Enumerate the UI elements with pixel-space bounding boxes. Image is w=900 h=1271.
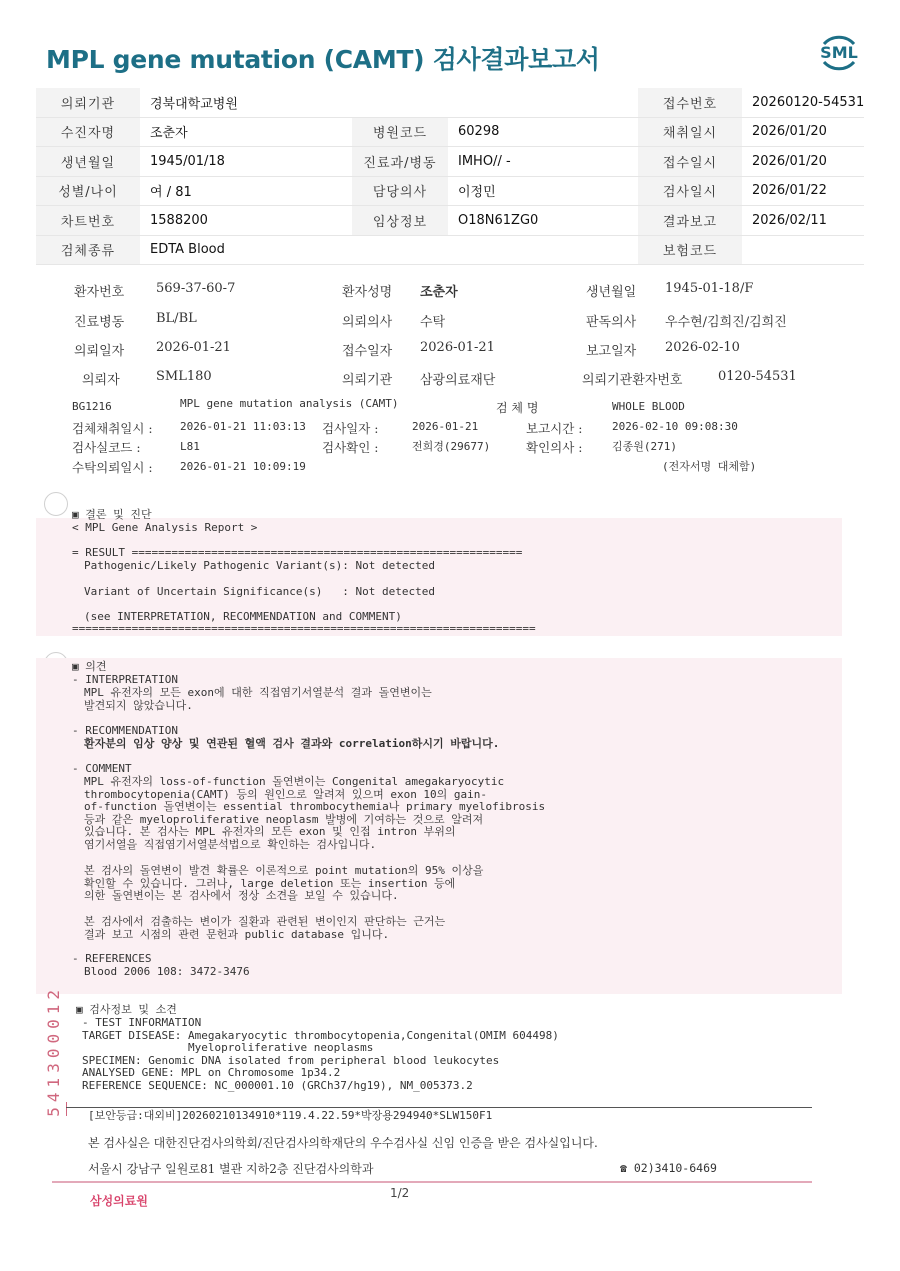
side-tick <box>66 1102 67 1116</box>
recommendation-title: - RECOMMENDATION <box>72 724 178 737</box>
info-value: O18N61ZG0 <box>448 206 638 236</box>
doctor-label: 확인의사 : <box>526 440 583 455</box>
info-value: 2026/01/20 <box>742 147 864 177</box>
info-label: 의뢰기관 <box>36 88 140 117</box>
request-label: 수탁의뢰일시 : <box>72 460 153 475</box>
info-label: 생년월일 <box>36 147 140 177</box>
test-code: BG1216 <box>72 400 112 413</box>
conclusion-heading: ▣ 결론 및 진단 <box>72 508 152 521</box>
info-label: 임상정보 <box>352 206 448 236</box>
info-value: 20260120-54531 <box>742 88 864 117</box>
specimen-value: WHOLE BLOOD <box>612 400 685 413</box>
doctor-value: 김종원(271) <box>612 440 677 453</box>
info-value: 1945/01/18 <box>140 147 352 177</box>
info-empty <box>352 88 448 117</box>
pathogenic-result: Pathogenic/Likely Pathogenic Variant(s): Not detected <box>84 559 435 572</box>
info-value: 60298 <box>448 117 638 147</box>
vus-result: Variant of Uncertain Significance(s) : Not detected <box>84 585 435 598</box>
patient-value: 2026-02-10 <box>665 340 740 355</box>
comment-title: - COMMENT <box>72 762 132 775</box>
info-value: 1588200 <box>140 206 352 236</box>
info-row <box>36 235 864 265</box>
info-row <box>36 117 864 147</box>
report-info-table <box>36 88 864 265</box>
testinfo-block: - TEST INFORMATION TARGET DISEASE: Amegakaryocytic thrombocytopenia,Congenital(OMIM 604498) Myeloproliferative neoplasms SPECIMEN: Genomic DNA isolated from peripheral blood leukocytes ANALYSED GENE: MPL on Chromosome 1p34.2 REFERENCE SEQUENCE: NC_000001.10 (GRCh37/hg19), NM_005373.2 <box>82 1016 559 1092</box>
info-label: 차트번호 <box>36 206 140 236</box>
info-label: 채취일시 <box>638 117 742 147</box>
footer-red-line <box>52 1181 812 1183</box>
collect-label: 검체채취일시 : <box>72 421 153 436</box>
patient-value: 조춘자 <box>420 285 458 300</box>
info-value <box>742 235 864 265</box>
request-value: 2026-01-21 10:09:19 <box>180 460 306 473</box>
patient-value: 수탁 <box>420 315 446 330</box>
test-name: MPL gene mutation analysis (CAMT) <box>180 397 399 410</box>
comment-text: MPL 유전자의 loss-of-function 돌연변이는 Congenital amegakaryocytic thrombocytopenia(CAMT) 등의 원인으로 알려져 있으며 exon 10의 gain- of-function 돌연변이는 essential thrombocythemia나 primary myelofibrosis 등과 같은 myeloproliferative neoplasm 발병에 기여하는 것으로 알려져 있습니다. 본 검사는 MPL 유전자의 모든 exon 및 인접 intron 부위의 염기서열을 직접염기서열분석법으로 확인하는 검사입니다. <box>84 775 546 851</box>
patient-label: 접수일자 <box>342 344 393 359</box>
opinion-heading: ▣ 의견 <box>72 660 107 673</box>
info-label: 담당의사 <box>352 176 448 206</box>
patient-value: 삼광의료재단 <box>420 373 496 388</box>
patient-value: 우수현/김희진/김희진 <box>665 315 787 330</box>
reporttime-value: 2026-02-10 09:08:30 <box>612 420 738 433</box>
reporttime-label: 보고시간 : <box>526 421 583 436</box>
info-row <box>36 88 864 117</box>
info-label: 접수일시 <box>638 147 742 177</box>
interpretation-text: MPL 유전자의 모든 exon에 대한 직접염기서열분석 결과 돌연변이는 발견되지 않았습니다. <box>84 686 432 712</box>
info-label: 성별/나이 <box>36 176 140 206</box>
info-value: 2026/01/22 <box>742 176 864 206</box>
info-label: 결과보고 <box>638 206 742 236</box>
footer-divider <box>66 1107 812 1108</box>
phone-number: ☎ 02)3410-6469 <box>620 1161 717 1175</box>
patient-label: 판독의사 <box>586 315 637 330</box>
info-value: IMHO// - <box>448 147 638 177</box>
patient-value: 1945-01-18/F <box>665 281 754 296</box>
info-label: 보험코드 <box>638 235 742 265</box>
info-empty <box>448 235 638 265</box>
logo-text: SML <box>820 43 858 62</box>
patient-label: 의뢰의사 <box>342 315 393 330</box>
info-label: 접수번호 <box>638 88 742 117</box>
punch-hole <box>44 492 68 516</box>
conclusion-subheading: < MPL Gene Analysis Report > <box>72 521 258 534</box>
references-text: Blood 2006 108: 3472-3476 <box>84 965 250 978</box>
info-row <box>36 176 864 206</box>
patient-value: 2026-01-21 <box>156 340 231 355</box>
labcode-value: L81 <box>180 440 200 453</box>
confirm-label: 검사확인 : <box>322 440 379 455</box>
page-title: MPL gene mutation (CAMT) 검사결과보고서 <box>46 45 600 74</box>
testdate-label: 검사일자 : <box>322 421 379 436</box>
patient-label: 환자성명 <box>342 285 393 300</box>
patient-label: 진료병동 <box>74 315 125 330</box>
labcode-label: 검사실코드 : <box>72 440 141 455</box>
patient-label: 환자번호 <box>74 285 125 300</box>
references-title: - REFERENCES <box>72 952 152 965</box>
patient-label: 의뢰기관환자번호 <box>582 373 683 388</box>
hospital-name: 삼성의료원 <box>90 1194 148 1208</box>
info-value: 여 / 81 <box>140 176 352 206</box>
address-text: 서울시 강남구 일원로81 별관 지하2층 진단검사의학과 <box>88 1162 374 1176</box>
patient-label: 의뢰자 <box>82 373 120 388</box>
patient-label: 보고일자 <box>586 344 637 359</box>
recommendation-text: 환자분의 임상 양상 및 연관된 혈액 검사 결과와 correlation하시기 바랍니다. <box>84 737 500 750</box>
interpretation-title: - INTERPRETATION <box>72 673 178 686</box>
certification-text: 본 검사실은 대한진단검사의학회/진단검사의학재단의 우수검사실 신임 인증을 받은 검사실입니다. <box>88 1136 598 1150</box>
info-row <box>36 206 864 236</box>
info-value: 조춘자 <box>140 117 352 147</box>
comment-text: 본 검사에서 검출하는 변이가 질환과 관련된 변이인지 판단하는 근거는 결과 보고 시점의 관련 문헌과 public database 입니다. <box>84 915 446 941</box>
info-value: 경북대학교병원 <box>140 88 352 117</box>
info-empty <box>448 88 638 117</box>
info-label: 병원코드 <box>352 117 448 147</box>
patient-value: 0120-54531 <box>718 369 797 384</box>
page-number: 1/2 <box>390 1186 410 1200</box>
testinfo-heading: ▣ 검사정보 및 소견 <box>76 1003 177 1016</box>
result-line: = RESULT =========================================================== <box>72 546 523 559</box>
esign-note: (전자서명 대체함) <box>662 460 757 473</box>
info-label: 수진자명 <box>36 117 140 147</box>
patient-label: 생년월일 <box>586 285 637 300</box>
patient-value: 2026-01-21 <box>420 340 495 355</box>
side-serial-number: 541300012 <box>44 985 63 1117</box>
patient-value: SML180 <box>156 369 212 384</box>
info-value: 2026/01/20 <box>742 117 864 147</box>
patient-value: 569-37-60-7 <box>156 281 236 296</box>
security-line: [보안등급:대외비]20260210134910*119.4.22.59*박장용294940*SLW150F1 <box>88 1109 493 1122</box>
comment-text: 본 검사의 돌연변이 발견 확률은 이론적으로 point mutation의 95% 이상을 확인할 수 있습니다. 그러나, large deletion 또는 insertion 등에 의한 돌연변이는 본 검사에서 정상 소견을 보일 수 있습니다. <box>84 864 484 903</box>
patient-label: 의뢰기관 <box>342 373 393 388</box>
info-label: 검체종류 <box>36 235 140 265</box>
end-line: ====================================================================== <box>72 622 536 635</box>
info-label: 진료과/병동 <box>352 147 448 177</box>
info-empty <box>352 235 448 265</box>
confirm-value: 전희경(29677) <box>412 440 491 453</box>
specimen-label: 검 체 명 <box>496 401 539 415</box>
info-label: 검사일시 <box>638 176 742 206</box>
patient-label: 의뢰일자 <box>74 344 125 359</box>
info-value: 이정민 <box>448 176 638 206</box>
testdate-value: 2026-01-21 <box>412 420 479 433</box>
info-value: EDTA Blood <box>140 235 352 265</box>
info-row <box>36 147 864 177</box>
info-value: 2026/02/11 <box>742 206 864 236</box>
collect-value: 2026-01-21 11:03:13 <box>180 420 306 433</box>
patient-value: BL/BL <box>156 311 197 326</box>
see-note: (see INTERPRETATION, RECOMMENDATION and COMMENT) <box>84 610 402 623</box>
